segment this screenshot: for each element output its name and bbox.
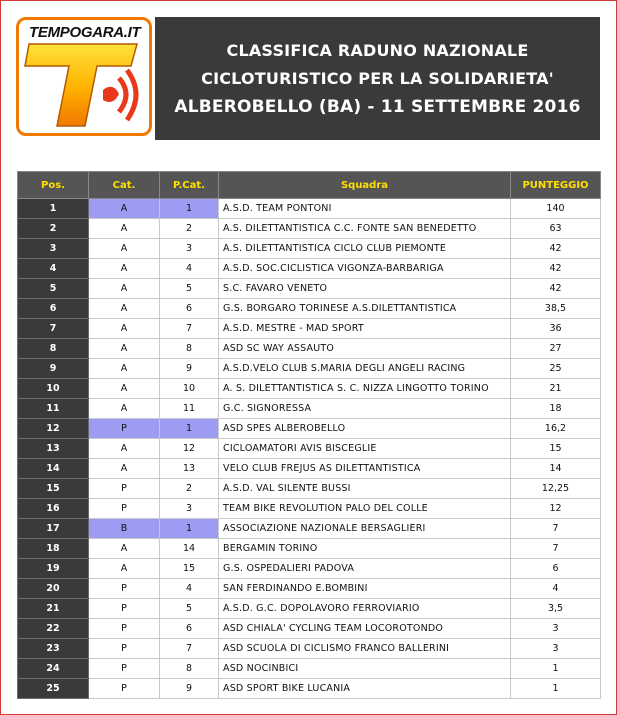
category-cell: A	[89, 539, 160, 559]
position-cell: 17	[18, 519, 89, 539]
table-row	[18, 599, 601, 619]
team-name-cell: A.S.D. SOC.CICLISTICA VIGONZA-BARBARIGA	[219, 259, 511, 279]
position-cell: 7	[18, 319, 89, 339]
team-name-cell: TEAM BIKE REVOLUTION PALO DEL COLLE	[219, 499, 511, 519]
category-position-cell: 9	[160, 679, 219, 699]
table-row	[18, 679, 601, 699]
table-row	[18, 539, 601, 559]
category-cell: A	[89, 279, 160, 299]
category-position-cell: 1	[160, 419, 219, 439]
position-cell: 22	[18, 619, 89, 639]
table-row	[18, 259, 601, 279]
header-cat: Cat.	[89, 172, 160, 199]
score-cell: 12,25	[511, 479, 601, 499]
score-cell: 3	[511, 619, 601, 639]
category-position-cell: 10	[160, 379, 219, 399]
score-cell: 38,5	[511, 299, 601, 319]
team-name-cell: A.S. DILETTANTISTICA CICLO CLUB PIEMONTE	[219, 239, 511, 259]
category-cell: A	[89, 559, 160, 579]
team-name-cell: G.C. SIGNORESSA	[219, 399, 511, 419]
table-row	[18, 299, 601, 319]
score-cell: 63	[511, 219, 601, 239]
position-cell: 25	[18, 679, 89, 699]
position-cell: 16	[18, 499, 89, 519]
team-name-cell: A. S. DILETTANTISTICA S. C. NIZZA LINGOTTO TORINO	[219, 379, 511, 399]
category-cell: A	[89, 219, 160, 239]
position-cell: 14	[18, 459, 89, 479]
team-name-cell: ASSOCIAZIONE NAZIONALE BERSAGLIERI	[219, 519, 511, 539]
table-row	[18, 399, 601, 419]
score-cell: 4	[511, 579, 601, 599]
team-name-cell: ASD CHIALA' CYCLING TEAM LOCOROTONDO	[219, 619, 511, 639]
category-position-cell: 11	[160, 399, 219, 419]
category-position-cell: 6	[160, 619, 219, 639]
category-cell: A	[89, 199, 160, 219]
score-cell: 1	[511, 659, 601, 679]
title-line-3: ALBEROBELLO (BA) - 11 SETTEMBRE 2016	[174, 96, 581, 117]
header-pos: Pos.	[18, 172, 89, 199]
category-position-cell: 4	[160, 259, 219, 279]
category-position-cell: 2	[160, 219, 219, 239]
category-position-cell: 4	[160, 579, 219, 599]
table-row	[18, 319, 601, 339]
score-cell: 42	[511, 239, 601, 259]
team-name-cell: A.S. DILETTANTISTICA C.C. FONTE SAN BENEDETTO	[219, 219, 511, 239]
category-position-cell: 8	[160, 659, 219, 679]
position-cell: 20	[18, 579, 89, 599]
table-row	[18, 239, 601, 259]
team-name-cell: BERGAMIN TORINO	[219, 539, 511, 559]
position-cell: 23	[18, 639, 89, 659]
team-name-cell: A.S.D.VELO CLUB S.MARIA DEGLI ANGELI RACING	[219, 359, 511, 379]
category-position-cell: 7	[160, 319, 219, 339]
position-cell: 9	[18, 359, 89, 379]
position-cell: 5	[18, 279, 89, 299]
position-cell: 11	[18, 399, 89, 419]
score-cell: 7	[511, 539, 601, 559]
category-cell: P	[89, 659, 160, 679]
category-cell: P	[89, 579, 160, 599]
team-name-cell: ASD NOCINBICI	[219, 659, 511, 679]
team-name-cell: ASD SCUOLA DI CICLISMO FRANCO BALLERINI	[219, 639, 511, 659]
header-punteggio: PUNTEGGIO	[511, 172, 601, 199]
category-cell: P	[89, 639, 160, 659]
position-cell: 1	[18, 199, 89, 219]
table-row	[18, 639, 601, 659]
score-cell: 12	[511, 499, 601, 519]
team-name-cell: CICLOAMATORI AVIS BISCEGLIE	[219, 439, 511, 459]
team-name-cell: SAN FERDINANDO E.BOMBINI	[219, 579, 511, 599]
score-cell: 25	[511, 359, 601, 379]
table-row	[18, 339, 601, 359]
category-cell: A	[89, 459, 160, 479]
score-cell: 18	[511, 399, 601, 419]
category-cell: P	[89, 499, 160, 519]
team-name-cell: G.S. OSPEDALIERI PADOVA	[219, 559, 511, 579]
category-cell: B	[89, 519, 160, 539]
team-name-cell: ASD SPORT BIKE LUCANIA	[219, 679, 511, 699]
ranking-table	[17, 171, 601, 699]
table-row	[18, 199, 601, 219]
category-cell: A	[89, 379, 160, 399]
category-position-cell: 12	[160, 439, 219, 459]
title-line-1: CLASSIFICA RADUNO NAZIONALE	[226, 40, 529, 60]
score-cell: 42	[511, 259, 601, 279]
position-cell: 13	[18, 439, 89, 459]
tempogara-logo	[16, 17, 152, 136]
category-cell: A	[89, 239, 160, 259]
category-cell: A	[89, 399, 160, 419]
category-position-cell: 15	[160, 559, 219, 579]
team-name-cell: ASD SPES ALBEROBELLO	[219, 419, 511, 439]
position-cell: 6	[18, 299, 89, 319]
score-cell: 16,2	[511, 419, 601, 439]
table-row	[18, 519, 601, 539]
table-row	[18, 359, 601, 379]
table-row	[18, 579, 601, 599]
category-cell: P	[89, 479, 160, 499]
score-cell: 1	[511, 679, 601, 699]
category-position-cell: 9	[160, 359, 219, 379]
category-position-cell: 3	[160, 239, 219, 259]
position-cell: 3	[18, 239, 89, 259]
score-cell: 7	[511, 519, 601, 539]
category-position-cell: 7	[160, 639, 219, 659]
score-cell: 27	[511, 339, 601, 359]
category-position-cell: 5	[160, 279, 219, 299]
score-cell: 21	[511, 379, 601, 399]
category-position-cell: 6	[160, 299, 219, 319]
category-cell: P	[89, 619, 160, 639]
team-name-cell: G.S. BORGARO TORINESE A.S.DILETTANTISTICA	[219, 299, 511, 319]
table-row	[18, 659, 601, 679]
position-cell: 19	[18, 559, 89, 579]
table-row	[18, 479, 601, 499]
score-cell: 3	[511, 639, 601, 659]
title-banner	[155, 17, 600, 140]
team-name-cell: A.S.D. G.C. DOPOLAVORO FERROVIARIO	[219, 599, 511, 619]
position-cell: 21	[18, 599, 89, 619]
category-position-cell: 5	[160, 599, 219, 619]
position-cell: 12	[18, 419, 89, 439]
table-row	[18, 219, 601, 239]
score-cell: 42	[511, 279, 601, 299]
position-cell: 18	[18, 539, 89, 559]
position-cell: 8	[18, 339, 89, 359]
score-cell: 6	[511, 559, 601, 579]
category-position-cell: 1	[160, 199, 219, 219]
category-cell: A	[89, 299, 160, 319]
category-position-cell: 13	[160, 459, 219, 479]
category-position-cell: 1	[160, 519, 219, 539]
score-cell: 15	[511, 439, 601, 459]
position-cell: 2	[18, 219, 89, 239]
category-position-cell: 14	[160, 539, 219, 559]
team-name-cell: A.S.D. MESTRE - MAD SPORT	[219, 319, 511, 339]
score-cell: 3,5	[511, 599, 601, 619]
table-row	[18, 379, 601, 399]
category-position-cell: 2	[160, 479, 219, 499]
table-row	[18, 279, 601, 299]
header-pcat: P.Cat.	[160, 172, 219, 199]
table-row	[18, 619, 601, 639]
category-position-cell: 3	[160, 499, 219, 519]
table-row	[18, 419, 601, 439]
table-row	[18, 459, 601, 479]
team-name-cell: VELO CLUB FREJUS AS DILETTANTISTICA	[219, 459, 511, 479]
score-cell: 36	[511, 319, 601, 339]
team-name-cell: A.S.D. VAL SILENTE BUSSI	[219, 479, 511, 499]
position-cell: 10	[18, 379, 89, 399]
category-cell: A	[89, 339, 160, 359]
table-header-row	[18, 172, 601, 199]
score-cell: 14	[511, 459, 601, 479]
category-cell: A	[89, 259, 160, 279]
category-position-cell: 8	[160, 339, 219, 359]
team-name-cell: A.S.D. TEAM PONTONI	[219, 199, 511, 219]
table-row	[18, 559, 601, 579]
position-cell: 4	[18, 259, 89, 279]
team-name-cell: ASD SC WAY ASSAUTO	[219, 339, 511, 359]
team-name-cell: S.C. FAVARO VENETO	[219, 279, 511, 299]
logo-wordmark: TEMPOGARA.IT	[29, 24, 141, 41]
score-cell: 140	[511, 199, 601, 219]
category-cell: P	[89, 679, 160, 699]
title-line-2: CICLOTURISTICO PER LA SOLIDARIETA'	[201, 68, 554, 88]
header-squadra: Squadra	[219, 172, 511, 199]
category-cell: A	[89, 359, 160, 379]
table-row	[18, 499, 601, 519]
category-cell: P	[89, 419, 160, 439]
table-row	[18, 439, 601, 459]
category-cell: A	[89, 439, 160, 459]
position-cell: 15	[18, 479, 89, 499]
position-cell: 24	[18, 659, 89, 679]
category-cell: P	[89, 599, 160, 619]
category-cell: A	[89, 319, 160, 339]
